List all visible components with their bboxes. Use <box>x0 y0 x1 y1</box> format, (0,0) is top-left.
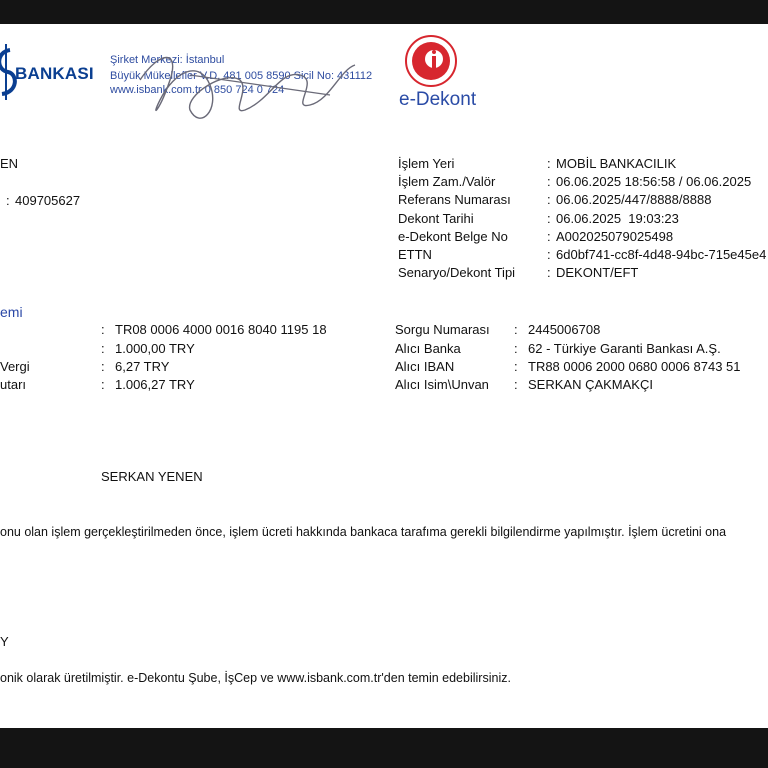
top-dark-border <box>0 0 768 24</box>
receiver-bank: 62 - Türkiye Garanti Bankası A.Ş. <box>528 341 721 356</box>
sender-iban: TR08 0006 4000 0016 8040 1195 18 <box>115 322 327 337</box>
detail-value: MOBİL BANKACILIK <box>556 156 677 171</box>
partial-text: Y <box>0 634 9 649</box>
customer-name-partial: EN <box>0 156 19 171</box>
detail-label: İşlem Zam./Valör <box>398 174 496 189</box>
total-amount: 1.006,27 TRY <box>115 377 195 392</box>
transfer-separator: : <box>101 341 105 356</box>
detail-separator: : <box>547 192 551 207</box>
detail-value: 6d0bf741-cc8f-4d48-94bc-715e45e4 <box>556 247 767 262</box>
detail-label: Senaryo/Dekont Tipi <box>398 265 516 280</box>
detail-separator: : <box>547 156 551 171</box>
receiver-separator: : <box>514 377 518 392</box>
transfer-separator: : <box>101 359 105 374</box>
detail-value: A002025079025498 <box>556 229 674 244</box>
handwritten-signature <box>130 40 370 140</box>
transfer-separator: : <box>101 322 105 337</box>
receiver-name: SERKAN ÇAKMAKÇI <box>528 377 653 392</box>
customer-number: 409705627 <box>15 193 81 208</box>
fee-disclosure-text: onu olan işlem gerçekleştirilmeden önce, işlem ücreti hakkında bankaca tarafıma gerekli bilgilendirme yapılmıştır. İşlem ücretini ona <box>0 525 727 539</box>
receiver-label: Alıcı Isim\Unvan <box>395 377 489 392</box>
receiver-separator: : <box>514 359 518 374</box>
sender-name: SERKAN YENEN <box>101 469 203 484</box>
receiver-label: Alıcı Banka <box>395 341 461 356</box>
receiver-separator: : <box>514 341 518 356</box>
receiver-label: Alıcı IBAN <box>395 359 455 374</box>
detail-label: e-Dekont Belge No <box>398 229 508 244</box>
section-title-partial: emi <box>0 304 23 320</box>
detail-value: 06.06.2025 18:56:58 / 06.06.2025 <box>556 174 752 189</box>
tax-label-partial: Vergi <box>0 359 30 374</box>
detail-separator: : <box>547 265 551 280</box>
hq-line-1: Şirket Merkezi: İstanbul <box>110 54 225 66</box>
total-label-partial: utarı <box>0 377 27 392</box>
bank-logo-text: BANKASI <box>15 64 94 83</box>
electronic-document-note: onik olarak üretilmiştir. e-Dekontu Şube, İşCep ve www.isbank.com.tr'den temin edebilirsiniz. <box>0 671 511 685</box>
tax-amount: 6,27 TRY <box>115 359 170 374</box>
transfer-amount: 1.000,00 TRY <box>115 341 195 356</box>
receipt-document <box>0 24 768 728</box>
detail-label: Dekont Tarihi <box>398 211 474 226</box>
receiver-label: Sorgu Numarası <box>395 322 490 337</box>
customer-number-separator: : <box>6 193 10 208</box>
hq-line-2: Büyük Mükellefler V.D. 481 005 8590 Sicil No: 431112 <box>110 70 373 82</box>
detail-label: Referans Numarası <box>398 192 511 207</box>
query-number: 2445006708 <box>528 322 601 337</box>
receiver-iban: TR88 0006 2000 0680 0006 8743 51 <box>528 359 741 374</box>
detail-value: 06.06.2025 19:03:23 <box>556 211 679 226</box>
detail-label: ETTN <box>398 247 432 262</box>
detail-label: İşlem Yeri <box>398 156 455 171</box>
e-dekont-seal-icon <box>404 34 458 88</box>
detail-value: 06.06.2025/447/8888/8888 <box>556 192 712 207</box>
detail-separator: : <box>547 229 551 244</box>
detail-separator: : <box>547 174 551 189</box>
receiver-separator: : <box>514 322 518 337</box>
transfer-separator: : <box>101 377 105 392</box>
detail-value: DEKONT/EFT <box>556 265 639 280</box>
detail-separator: : <box>547 247 551 262</box>
document-type-title: e-Dekont <box>399 89 477 110</box>
bottom-dark-border <box>0 728 768 768</box>
hq-line-3: www.isbank.com.tr 0 850 724 0 724 <box>110 84 285 96</box>
detail-separator: : <box>547 211 551 226</box>
